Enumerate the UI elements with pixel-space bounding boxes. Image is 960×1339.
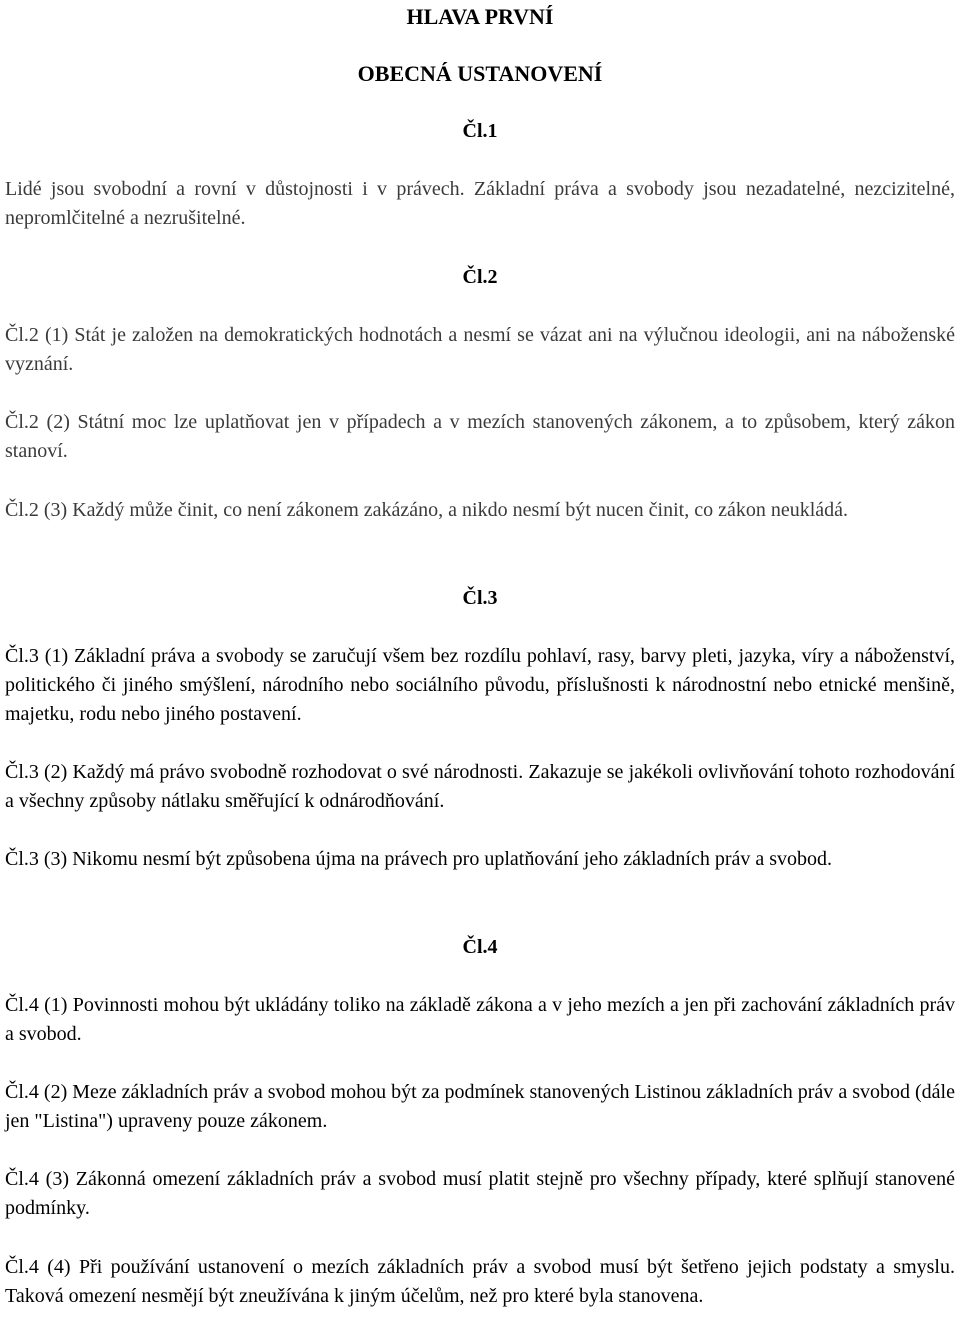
article-heading-1: Čl.1 (462, 120, 498, 142)
article-4-paragraph-2: Čl.4 (2) Meze základních práv a svobod mohou být za podmínek stanovených Listinou základních práv a svobod (dále jen "Listina") upraveny pouze zákonem. (5, 1081, 955, 1132)
article-3-paragraph-2: Čl.3 (2) Každý má právo svobodně rozhodovat o své národnosti. Zakazuje se jakékoli ovlivňování tohoto rozhodování a všechny způsoby nátlaku směřující k odnárodňování. (5, 761, 955, 812)
article-4-paragraph-3: Čl.4 (3) Zákonná omezení základních práv a svobod musí platit stejně pro všechny případy, které splňují stanovené podmínky. (5, 1168, 955, 1219)
article-4-paragraph-4: Čl.4 (4) Při používání ustanovení o mezích základních práv a svobod musí být šetřeno jejich podstaty a smyslu. Taková omezení nesmějí být zneužívána k jiným účelům, než pro které byla stanovena. (5, 1256, 955, 1307)
chapter-title: HLAVA PRVNÍ (406, 4, 554, 29)
article-1-paragraph-1: Lidé jsou svobodní a rovní v důstojnosti i v právech. Základní práva a svobody jsou nezadatelné, nezcizitelné, nepromlčitelné a nezrušitelné. (5, 178, 955, 229)
article-3-paragraph-1: Čl.3 (1) Základní práva a svobody se zaručují všem bez rozdílu pohlaví, rasy, barvy pleti, jazyka, víry a náboženství, politického či jiného smýšlení, národního nebo sociálního původu, příslušnosti k národnostní nebo etnické menšině, majetku, rodu nebo jiného postavení. (5, 645, 955, 725)
article-2-paragraph-3: Čl.2 (3) Každý může činit, co není zákonem zakázáno, a nikdo nesmí být nucen činit, co zákon neukládá. (5, 499, 849, 521)
article-2-paragraph-1: Čl.2 (1) Stát je založen na demokratických hodnotách a nesmí se vázat ani na výlučnou ideologii, ani na náboženské vyznání. (5, 324, 955, 375)
chapter-subtitle: OBECNÁ USTANOVENÍ (357, 61, 603, 86)
article-heading-3: Čl.3 (462, 587, 498, 609)
article-heading-4: Čl.4 (462, 936, 498, 958)
article-2-paragraph-2: Čl.2 (2) Státní moc lze uplatňovat jen v případech a v mezích stanovených zákonem, a to způsobem, který zákon stanoví. (5, 411, 955, 462)
article-4-paragraph-1: Čl.4 (1) Povinnosti mohou být ukládány toliko na základě zákona a v jeho mezích a jen při zachování základních práv a svobod. (5, 994, 955, 1045)
article-heading-2: Čl.2 (462, 266, 498, 288)
article-3-paragraph-3: Čl.3 (3) Nikomu nesmí být způsobena újma na právech pro uplatňování jeho základních práv a svobod. (5, 848, 833, 870)
